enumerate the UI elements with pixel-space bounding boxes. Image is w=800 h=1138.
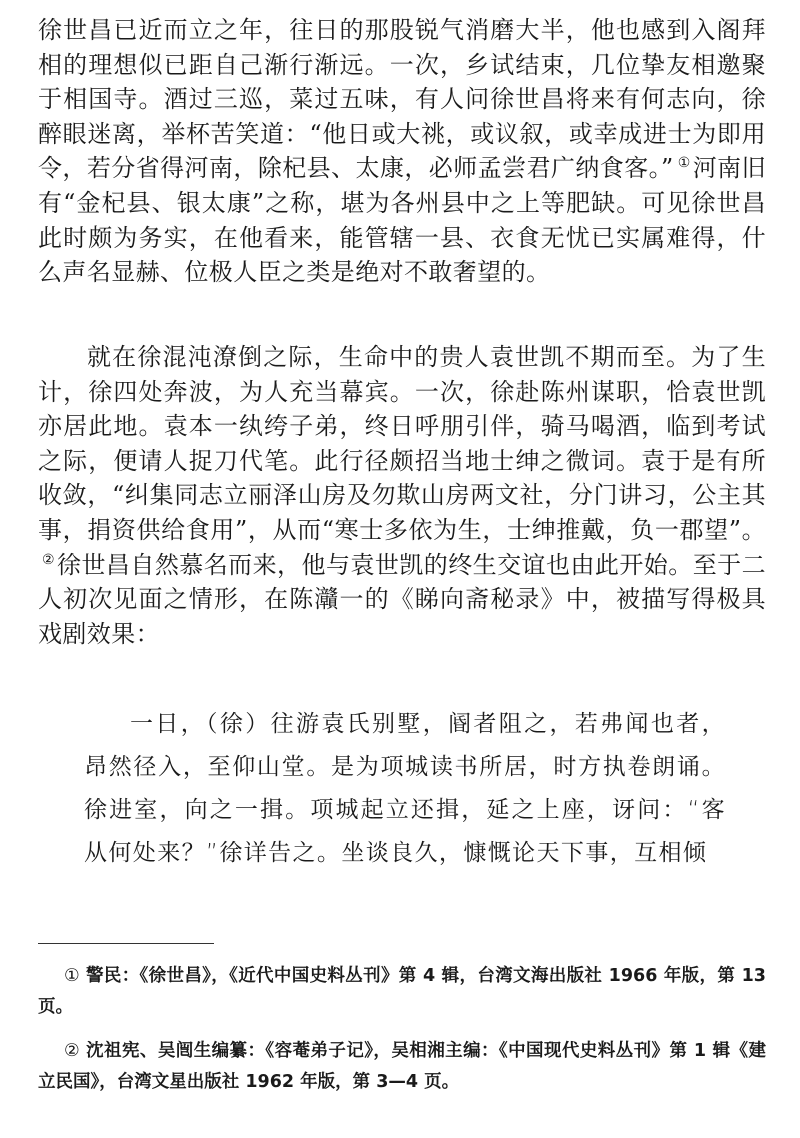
footnote-2 [38, 1036, 766, 1098]
body-paragraph-2 [38, 340, 766, 651]
footnote-ref-1: ① [677, 155, 691, 172]
footnote-1 [38, 961, 766, 1023]
footnote-2-mark: ② [64, 1041, 81, 1061]
paragraph-1-text-b: 河南旧有“金杞县、银太康”之称，堪为各州县中之上等肥缺。可见徐世昌此时颇为务实，在他看来，能管辖一县、衣食无忧已实属难得，什么声名显赫、位极人臣之类是绝对不敢奢望的。 [38, 154, 767, 287]
footnote-divider [38, 943, 214, 944]
paragraph-2-text-a: 就在徐混沌潦倒之际，生命中的贵人袁世凯不期而至。为了生计，徐四处奔波，为人充当幕宾。一次，徐赴陈州谋职，恰袁世凯亦居此地。袁本一纨绔子弟，终日呼朋引伴，骑马喝酒，临到考试之际，便请人捉刀代笔。此行径颇招当地士绅之微词。袁于是有所收敛，“纠集同志立丽泽山房及勿欺山房两文社，分门讲习，公主其事，捐资供给食用”，从而“寒士多依为生，士绅推戴，负一郡望”。 [38, 343, 766, 544]
block-quote-text: 一日，（徐）往游袁氏别墅，阍者阻之，若弗闻也者，昂然径入，至仰山堂。是为项城读书所居，时方执卷朗诵。徐进室，向之一揖。项城起立还揖，延之上座，讶问：“客从何处来？”徐详告之。坐谈良久，慷慨论天下事，互相倾 [84, 711, 726, 866]
footnote-1-mark: ① [64, 966, 81, 986]
body-paragraph-1 [38, 13, 766, 290]
paragraph-2-text-b: 徐世昌自然慕名而来，他与袁世凯的终生交谊也由此开始。至于二人初次见面之情形，在陈灨一的《睇向斋秘录》中，被描写得极具戏剧效果： [38, 550, 767, 648]
footnote-ref-2: ② [42, 551, 56, 568]
footnote-2-text: 沈祖宪、吴闿生编纂：《容菴弟子记》，吴相湘主编：《中国现代史料丛刊》第 1 辑《建立民国》，台湾文星出版社 1962 年版，第 3—4 页。 [38, 1041, 766, 1092]
block-quote [84, 703, 726, 875]
footnote-1-text: 警民：《徐世昌》，《近代中国史料丛刊》第 4 辑，台湾文海出版社 1966 年版，第 13 页。 [38, 966, 766, 1017]
paragraph-1-text-a: 徐世昌已近而立之年，往日的那股锐气消磨大半，他也感到入阁拜相的理想似已距自己渐行渐远。一次，乡试结束，几位挚友相邀聚于相国寺。酒过三巡，菜过五味，有人问徐世昌将来有何志向，徐醉眼迷离，举杯苦笑道：“他日或大祧，或议叙，或幸成进士为即用令，若分省得河南，除杞县、太康，必师孟尝君广纳食客。” [38, 16, 766, 183]
